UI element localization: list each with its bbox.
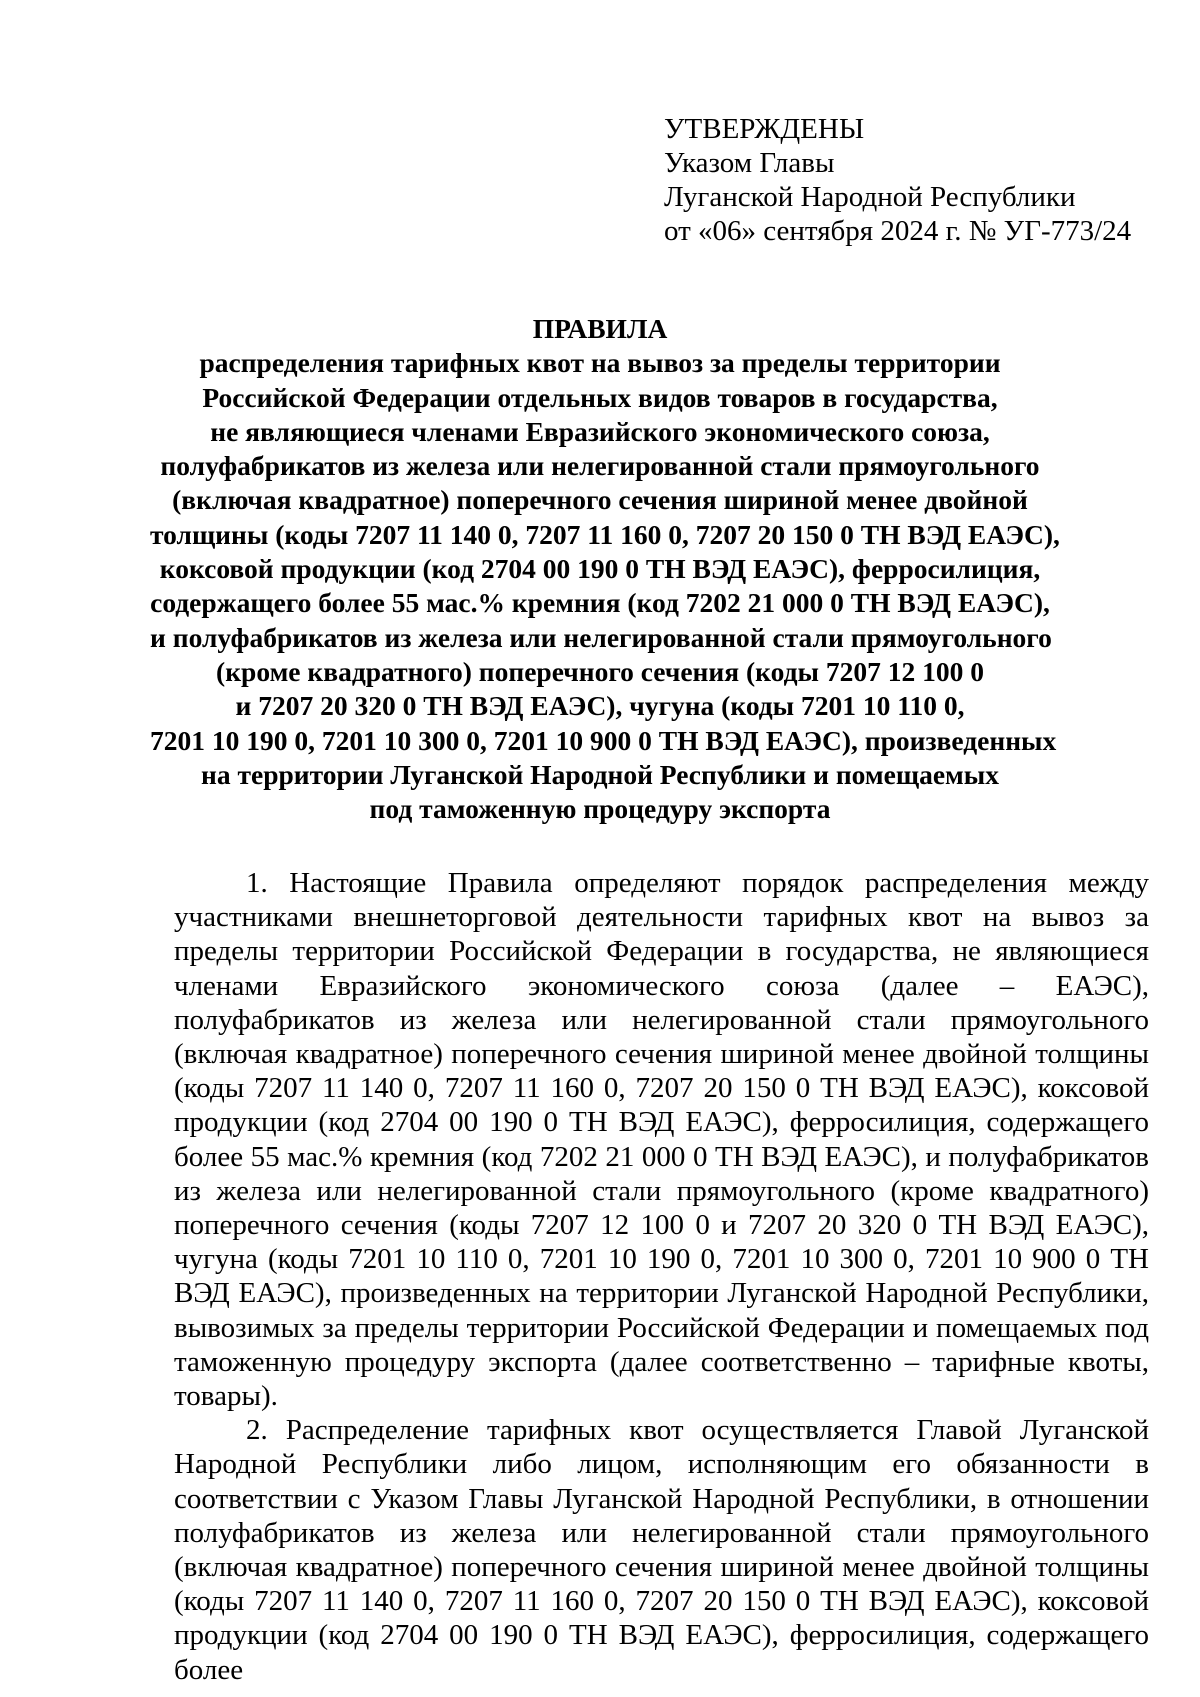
- subtitle-line: 7201 10 190 0, 7201 10 300 0, 7201 10 900 0 ТН ВЭД ЕАЭС), произведенных: [150, 724, 1057, 756]
- subtitle-line: распределения тарифных квот на вывоз за пределы территории: [199, 347, 1001, 379]
- subtitle-line: (кроме квадратного) поперечного сечения (коды 7207 12 100 0: [216, 655, 984, 687]
- subtitle-line: толщины (коды 7207 11 140 0, 7207 11 160 0, 7207 20 150 0 ТН ВЭД ЕАЭС),: [150, 518, 1060, 550]
- subtitle-line: коксовой продукции (код 2704 00 190 0 ТН ВЭД ЕАЭС), ферросилиция,: [159, 553, 1041, 585]
- subtitle-line: полуфабрикатов из железа или нелегированной стали прямоугольного: [160, 450, 1040, 482]
- subtitle-line: на территории Луганской Народной Республики и помещаемых: [201, 758, 999, 790]
- subtitle-line: Российской Федерации отдельных видов товаров в государства,: [202, 381, 998, 413]
- approval-by-decree: Указом Главы: [664, 147, 835, 179]
- document-title-block: [150, 312, 1060, 826]
- paragraph-2: 2. Распределение тарифных квот осуществляется Главой Луганской Народной Республики либо лицом, исполняющим его обязанности в соответствии с Указом Главы Луганской Народной Республики, в отношении полуфабрикатов из железа или нелегированной стали прямоугольного (включая квадратное) поперечного сечения шириной менее двойной толщины (коды 7207 11 140 0, 7207 11 160 0, 7207 20 150 0 ТН ВЭД ЕАЭС), коксовой продукции (код 2704 00 190 0 ТН ВЭД ЕАЭС), ферросилиция, содержащего более: [174, 1414, 1149, 1686]
- subtitle-line: (включая квадратное) поперечного сечения шириной менее двойной: [172, 484, 1028, 516]
- document-title: ПРАВИЛА: [532, 313, 668, 344]
- subtitle-line: под таможенную процедуру экспорта: [369, 793, 831, 825]
- paragraph-1: 1. Настоящие Правила определяют порядок распределения между участниками внешнеторговой деятельности тарифных квот на вывоз за пределы территории Российской Федерации в государства, не являющиеся членами Евразийского экономического союза (далее – ЕАЭС), полуфабрикатов из железа или нелегированной стали прямоугольного (включая квадратное) поперечного сечения шириной менее двойной толщины (коды 7207 11 140 0, 7207 11 160 0, 7207 20 150 0 ТН ВЭД ЕАЭС), коксовой продукции (код 2704 00 190 0 ТН ВЭД ЕАЭС), ферросилиция, содержащего более 55 мас.% кремния (код 7202 21 000 0 ТН ВЭД ЕАЭС), и полуфабрикатов из железа или нелегированной стали прямоугольного (кроме квадратного) поперечного сечения (коды 7207 12 100 0 и 7207 20 320 0 ТН ВЭД ЕАЭС), чугуна (коды 7201 10 110 0, 7201 10 190 0, 7201 10 300 0, 7201 10 900 0 ТН ВЭД ЕАЭС), произведенных на территории Луганской Народной Республики, вывозимых за пределы территории Российской Федерации и помещаемых под таможенную процедуру экспорта (далее соответственно – тарифные квоты, товары).: [174, 867, 1149, 1413]
- subtitle-line: и 7207 20 320 0 ТН ВЭД ЕАЭС), чугуна (коды 7201 10 110 0,: [235, 690, 965, 722]
- subtitle-line: содержащего более 55 мас.% кремния (код 7202 21 000 0 ТН ВЭД ЕАЭС),: [150, 587, 1050, 619]
- subtitle-line: и полуфабрикатов из железа или нелегированной стали прямоугольного: [150, 621, 1052, 653]
- approval-date-number: от «06» сентября 2024 г. № УГ-773/24: [664, 215, 1132, 247]
- document-body: [174, 866, 1149, 1687]
- subtitle-line: не являющиеся членами Евразийского экономического союза,: [210, 415, 990, 447]
- approval-stamp-block: [664, 112, 1131, 248]
- approval-issuer: Луганской Народной Республики: [664, 181, 1076, 213]
- approval-heading: УТВЕРЖДЕНЫ: [664, 113, 865, 145]
